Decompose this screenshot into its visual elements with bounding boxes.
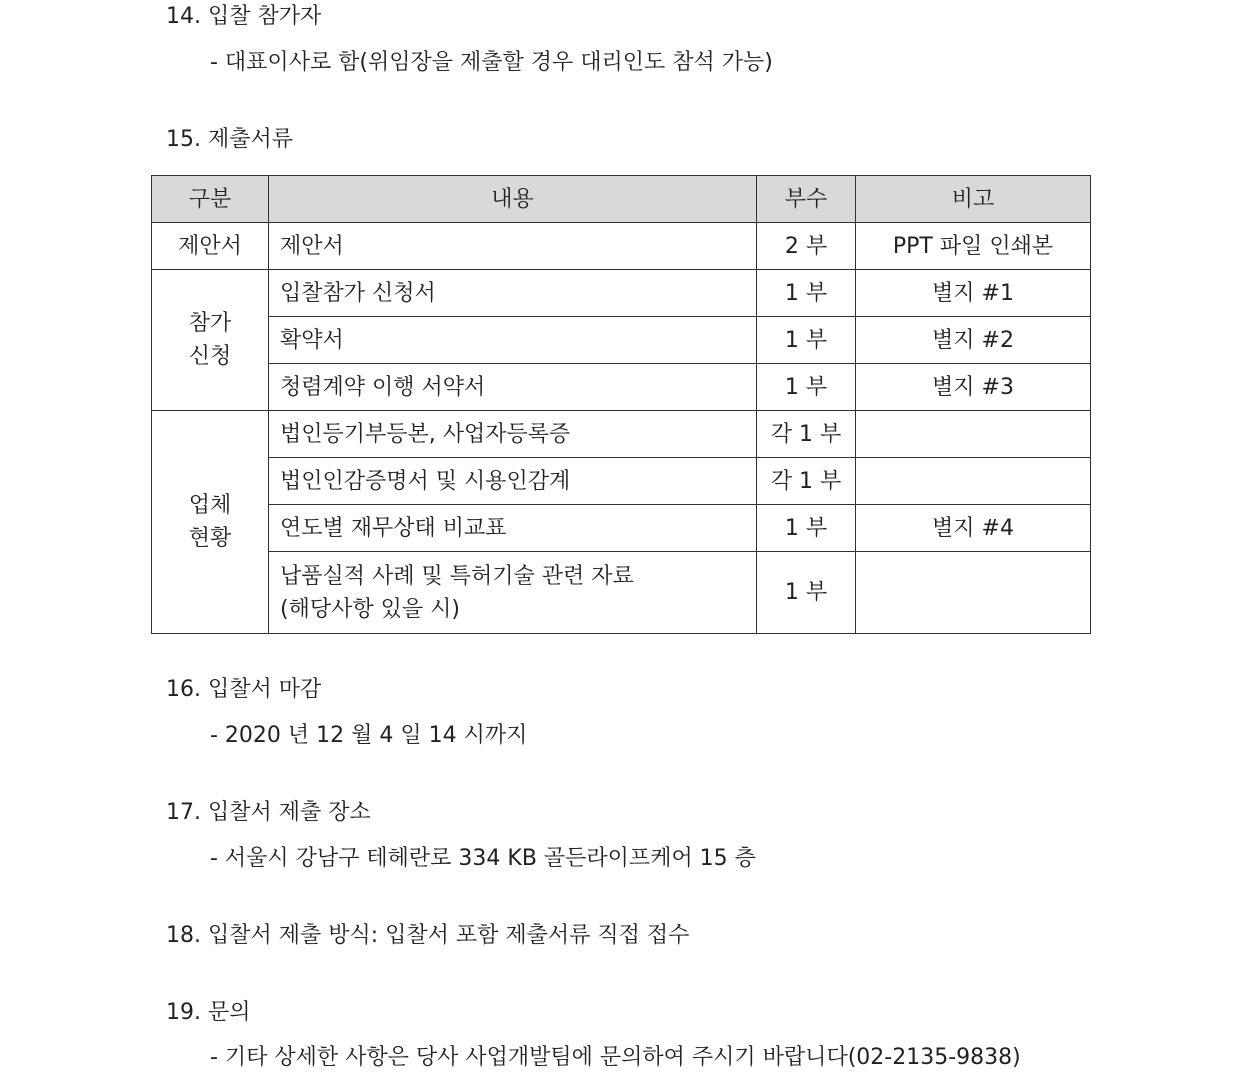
- row-content-line1: 납품실적 사례 및 특허기술 관련 자료: [280, 563, 634, 589]
- table-row: [152, 270, 1091, 317]
- table-row: [152, 364, 1091, 411]
- group-participation-line1: 참가: [188, 311, 232, 336]
- row-note: [856, 552, 1091, 634]
- row-copies: 1 부: [757, 270, 856, 317]
- row-note: [856, 411, 1091, 458]
- row-note: 별지 #3: [856, 364, 1091, 411]
- section-19-bullet: - 기타 상세한 사항은 당사 사업개발팀에 문의하여 주시기 바랍니다(02-2135-9838): [210, 1045, 1021, 1070]
- group-company-line2: 현황: [188, 526, 232, 551]
- row-content: 입찰참가 신청서: [269, 270, 757, 317]
- section-15-heading: 15. 제출서류: [166, 127, 293, 152]
- submission-documents-table: [151, 175, 1091, 634]
- section-16-heading: 16. 입찰서 마감: [166, 677, 322, 702]
- table-row: [152, 552, 1091, 634]
- row-content: [269, 552, 757, 634]
- row-content: 확약서: [269, 317, 757, 364]
- row-note: 별지 #1: [856, 270, 1091, 317]
- group-participation: [152, 270, 269, 411]
- section-18-heading: 18. 입찰서 제출 방식: 입찰서 포함 제출서류 직접 접수: [166, 923, 690, 948]
- section-14-bullet: - 대표이사로 함(위임장을 제출할 경우 대리인도 참석 가능): [210, 50, 773, 75]
- table-row: [152, 458, 1091, 505]
- header-copies: 부수: [757, 176, 856, 223]
- section-19-heading: 19. 문의: [166, 1000, 251, 1025]
- section-14-heading: 14. 입찰 참가자: [166, 4, 322, 29]
- row-copies: 2 부: [757, 223, 856, 270]
- row-content-line2: (해당사항 있을 시): [280, 596, 460, 622]
- group-participation-line2: 신청: [188, 344, 232, 369]
- group-company-line1: 업체: [188, 493, 232, 518]
- row-copies: 1 부: [757, 552, 856, 634]
- row-content: 제안서: [269, 223, 757, 270]
- table-header-row: [152, 176, 1091, 223]
- row-note: [856, 458, 1091, 505]
- table-row: [152, 505, 1091, 552]
- table-row: [152, 411, 1091, 458]
- table-row: [152, 317, 1091, 364]
- row-copies: 1 부: [757, 317, 856, 364]
- section-16-bullet: - 2020 년 12 월 4 일 14 시까지: [210, 723, 528, 748]
- row-content: 청렴계약 이행 서약서: [269, 364, 757, 411]
- row-note: 별지 #4: [856, 505, 1091, 552]
- row-copies: 각 1 부: [757, 411, 856, 458]
- row-content: 법인인감증명서 및 시용인감계: [269, 458, 757, 505]
- section-17-heading: 17. 입찰서 제출 장소: [166, 800, 371, 825]
- row-copies: 1 부: [757, 505, 856, 552]
- row-content: 법인등기부등본, 사업자등록증: [269, 411, 757, 458]
- table-row: [152, 223, 1091, 270]
- row-note: PPT 파일 인쇄본: [856, 223, 1091, 270]
- header-category: 구분: [152, 176, 269, 223]
- header-note: 비고: [856, 176, 1091, 223]
- row-copies: 각 1 부: [757, 458, 856, 505]
- row-note: 별지 #2: [856, 317, 1091, 364]
- group-company: [152, 411, 269, 634]
- header-content: 내용: [269, 176, 757, 223]
- row-copies: 1 부: [757, 364, 856, 411]
- section-17-bullet: - 서울시 강남구 테헤란로 334 KB 골든라이프케어 15 층: [210, 846, 756, 871]
- group-proposal: 제안서: [152, 223, 269, 270]
- row-content: 연도별 재무상태 비교표: [269, 505, 757, 552]
